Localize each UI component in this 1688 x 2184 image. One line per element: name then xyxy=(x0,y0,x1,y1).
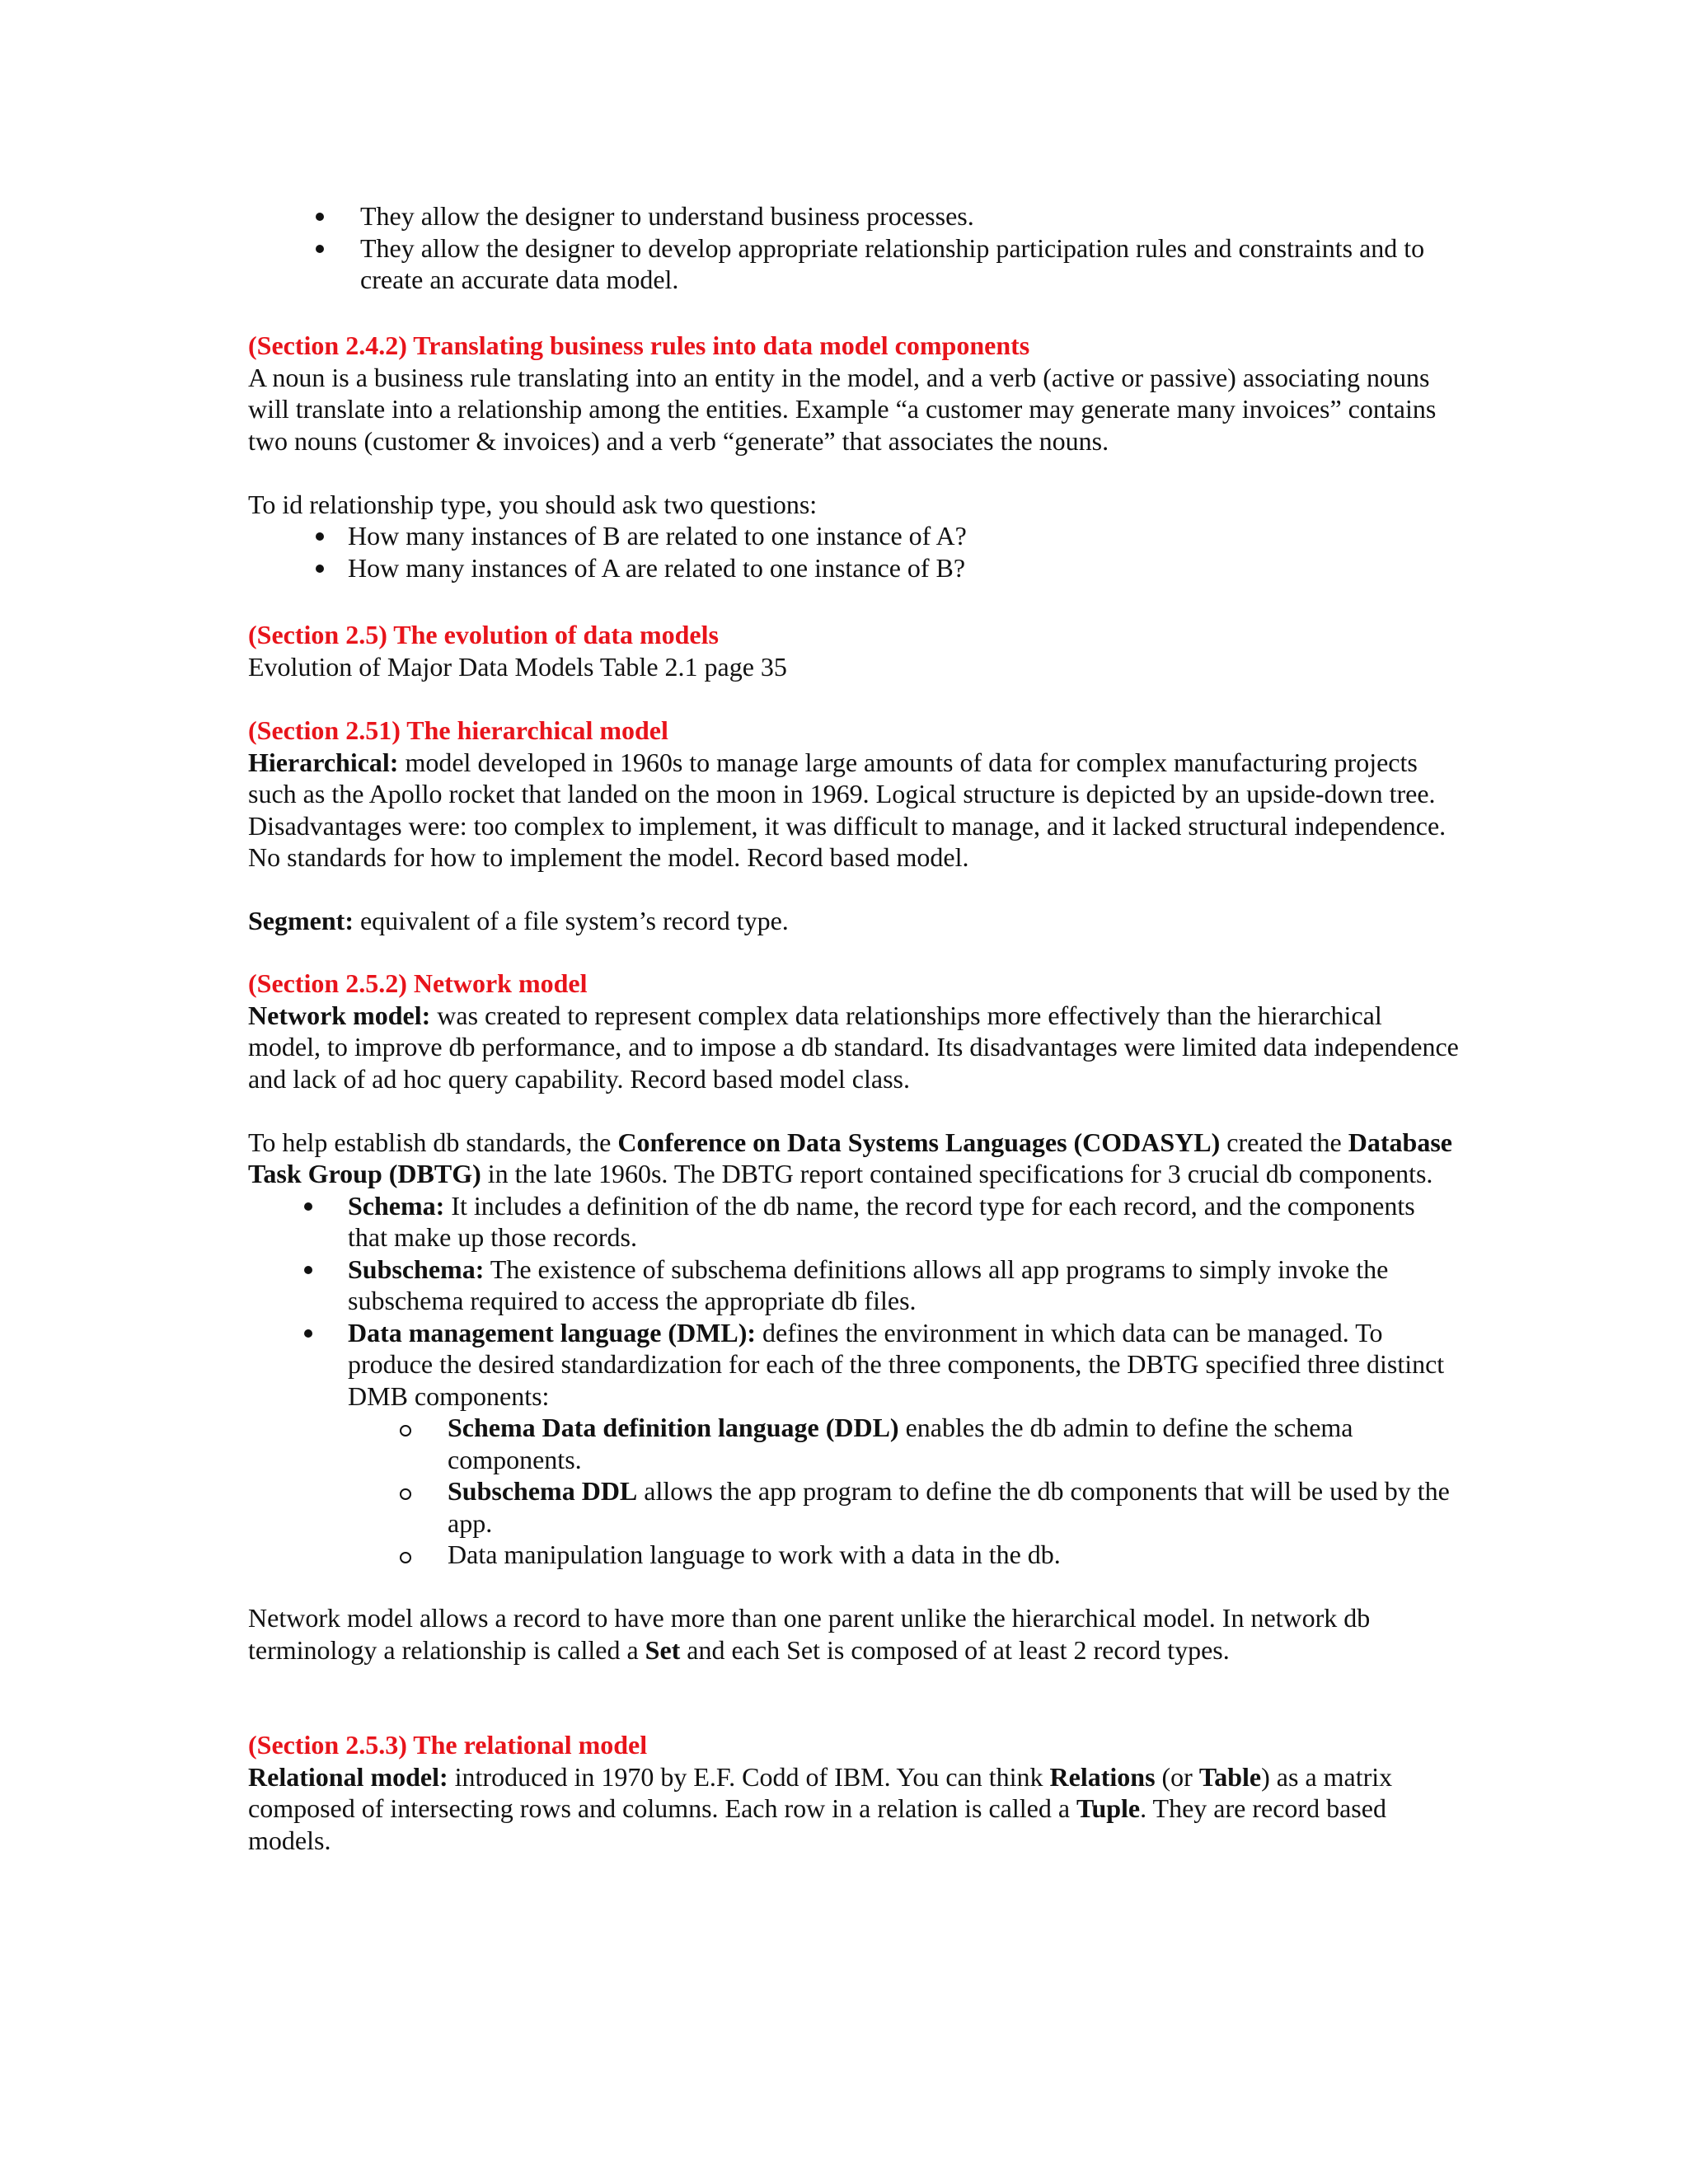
paragraph-text: Network model allows a record to have more than one parent unlike the hierarchical model. In network db terminology a relationship is called a xyxy=(248,1603,1371,1665)
section-2-5 xyxy=(248,619,1460,682)
term: Data management language (DML): xyxy=(348,1317,757,1347)
list-item xyxy=(248,520,1460,552)
section-2-4-2 xyxy=(248,330,1460,583)
term: Hierarchical: xyxy=(248,747,399,777)
paragraph xyxy=(248,905,1460,937)
term: Schema: xyxy=(348,1190,445,1221)
bullet-text: They allow the designer to understand business processes. xyxy=(360,201,974,231)
paragraph: To id relationship type, you should ask two questions: xyxy=(248,489,818,519)
term: Schema Data definition language (DDL) xyxy=(448,1413,899,1442)
paragraph xyxy=(248,1761,1460,1857)
bullet-icon xyxy=(316,245,324,253)
paragraph-text: model developed in 1960s to manage large amounts of data for complex manufacturing projects such as the Apollo rocket that landed on the moon in 1969. Logical structure is depicted by an upside-down tree. Disadvantages were: too complex to implement, it was difficult to manage, and it lacked structural independence. No standards for how to implement the model. Record based model. xyxy=(248,747,1447,872)
bullet-icon xyxy=(316,532,324,541)
section-heading: (Section 2.51) The hierarchical model xyxy=(248,715,668,745)
term: Conference on Data Systems Languages (CODASYL) xyxy=(617,1127,1221,1157)
bullet-text: They allow the designer to develop appropriate relationship participation rules and constraints and to create an accurate data model. xyxy=(360,232,1425,294)
section-2-5-3 xyxy=(248,1729,1460,1856)
bullet-text: The existence of subschema definitions allows all app programs to simply invoke the subschema required to access the appropriate db files. xyxy=(348,1254,1389,1315)
intro-bullet-list xyxy=(248,200,1460,296)
paragraph-text: introduced in 1970 by E.F. Codd of IBM. You can think xyxy=(448,1761,1050,1792)
paragraph: Evolution of Major Data Models Table 2.1 page 35 xyxy=(248,651,787,682)
term: Tuple xyxy=(1076,1793,1141,1823)
bullet-icon xyxy=(316,565,324,573)
component-list xyxy=(248,1190,1460,1571)
term: Relations xyxy=(1049,1761,1156,1792)
section-heading: (Section 2.5.2) Network model xyxy=(248,968,588,998)
term: Table xyxy=(1198,1761,1262,1792)
paragraph: A noun is a business rule translating into an entity in the model, and a verb (active or passive) associating nouns will translate into a relationship among the entities. Example “a customer may generate many invoices” contains two nouns (customer & invoices) and a verb “generate” that associates the nouns. xyxy=(248,362,1437,456)
term: Subschema: xyxy=(348,1254,485,1284)
term: Segment: xyxy=(248,906,354,935)
list-item xyxy=(248,1317,1460,1571)
section-heading: (Section 2.5.3) The relational model xyxy=(248,1730,648,1760)
circle-bullet-icon xyxy=(400,1552,411,1563)
section-2-5-1 xyxy=(248,715,1460,937)
paragraph-text: and each Set is composed of at least 2 record types. xyxy=(680,1634,1230,1665)
section-heading: (Section 2.5) The evolution of data models xyxy=(248,620,719,649)
paragraph-text: created the xyxy=(1220,1127,1348,1157)
bullet-icon xyxy=(304,1329,312,1338)
term: Subschema DDL xyxy=(448,1476,638,1506)
question-list xyxy=(248,520,1460,583)
paragraph xyxy=(248,1127,1460,1190)
circle-bullet-icon xyxy=(400,1425,411,1436)
bullet-text: It includes a definition of the db name, the record type for each record, and the components that make up those records. xyxy=(348,1190,1415,1252)
bullet-icon xyxy=(304,1202,312,1211)
list-item xyxy=(348,1539,1460,1571)
list-item xyxy=(248,552,1460,584)
bullet-icon xyxy=(316,213,324,221)
paragraph-text: (or xyxy=(1155,1761,1199,1792)
section-heading: (Section 2.4.2) Translating business rules into data model components xyxy=(248,330,1030,360)
bullet-text: Data manipulation language to work with a data in the db. xyxy=(448,1540,1061,1569)
bullet-text: allows the app program to define the db components that will be used by the app. xyxy=(448,1476,1450,1538)
paragraph xyxy=(248,747,1460,874)
term: Network model: xyxy=(248,1000,431,1030)
sub-list xyxy=(348,1412,1460,1571)
paragraph xyxy=(248,1602,1460,1666)
paragraph-text: in the late 1960s. The DBTG report contained specifications for 3 crucial db components. xyxy=(481,1159,1433,1188)
list-item xyxy=(348,1412,1460,1475)
paragraph-text: . They are record based models. xyxy=(248,1793,1386,1855)
list-item xyxy=(248,200,1460,232)
paragraph-text: ) as a matrix composed of intersecting rows and columns. Each row in a relation is called a xyxy=(248,1761,1393,1823)
term: Set xyxy=(645,1634,681,1665)
paragraph xyxy=(248,1000,1460,1095)
paragraph-text: was created to represent complex data relationships more effectively than the hierarchical model, to improve db performance, and to impose a db standard. Its disadvantages were limited data independence and lack of ad hoc query capability. Record based model class. xyxy=(248,1000,1459,1094)
bullet-text: defines the environment in which data can be managed. To produce the desired standardization for each of the three components, the DBTG specified three distinct DMB components: xyxy=(348,1317,1445,1411)
list-item xyxy=(248,232,1460,296)
term: Relational model: xyxy=(248,1761,448,1792)
paragraph-text: To help establish db standards, the xyxy=(248,1127,618,1157)
list-item xyxy=(248,1254,1460,1317)
bullet-text: How many instances of A are related to one instance of B? xyxy=(348,552,966,583)
list-item xyxy=(348,1475,1460,1539)
term: Database Task Group (DBTG) xyxy=(248,1127,1452,1188)
paragraph-text: equivalent of a file system’s record type. xyxy=(353,906,789,935)
bullet-text: enables the db admin to define the schema components. xyxy=(448,1413,1353,1474)
list-item xyxy=(248,1190,1460,1254)
bullet-text: How many instances of B are related to one instance of A? xyxy=(348,521,967,551)
circle-bullet-icon xyxy=(400,1488,411,1500)
bullet-icon xyxy=(304,1266,312,1274)
section-2-5-2 xyxy=(248,968,1460,1666)
